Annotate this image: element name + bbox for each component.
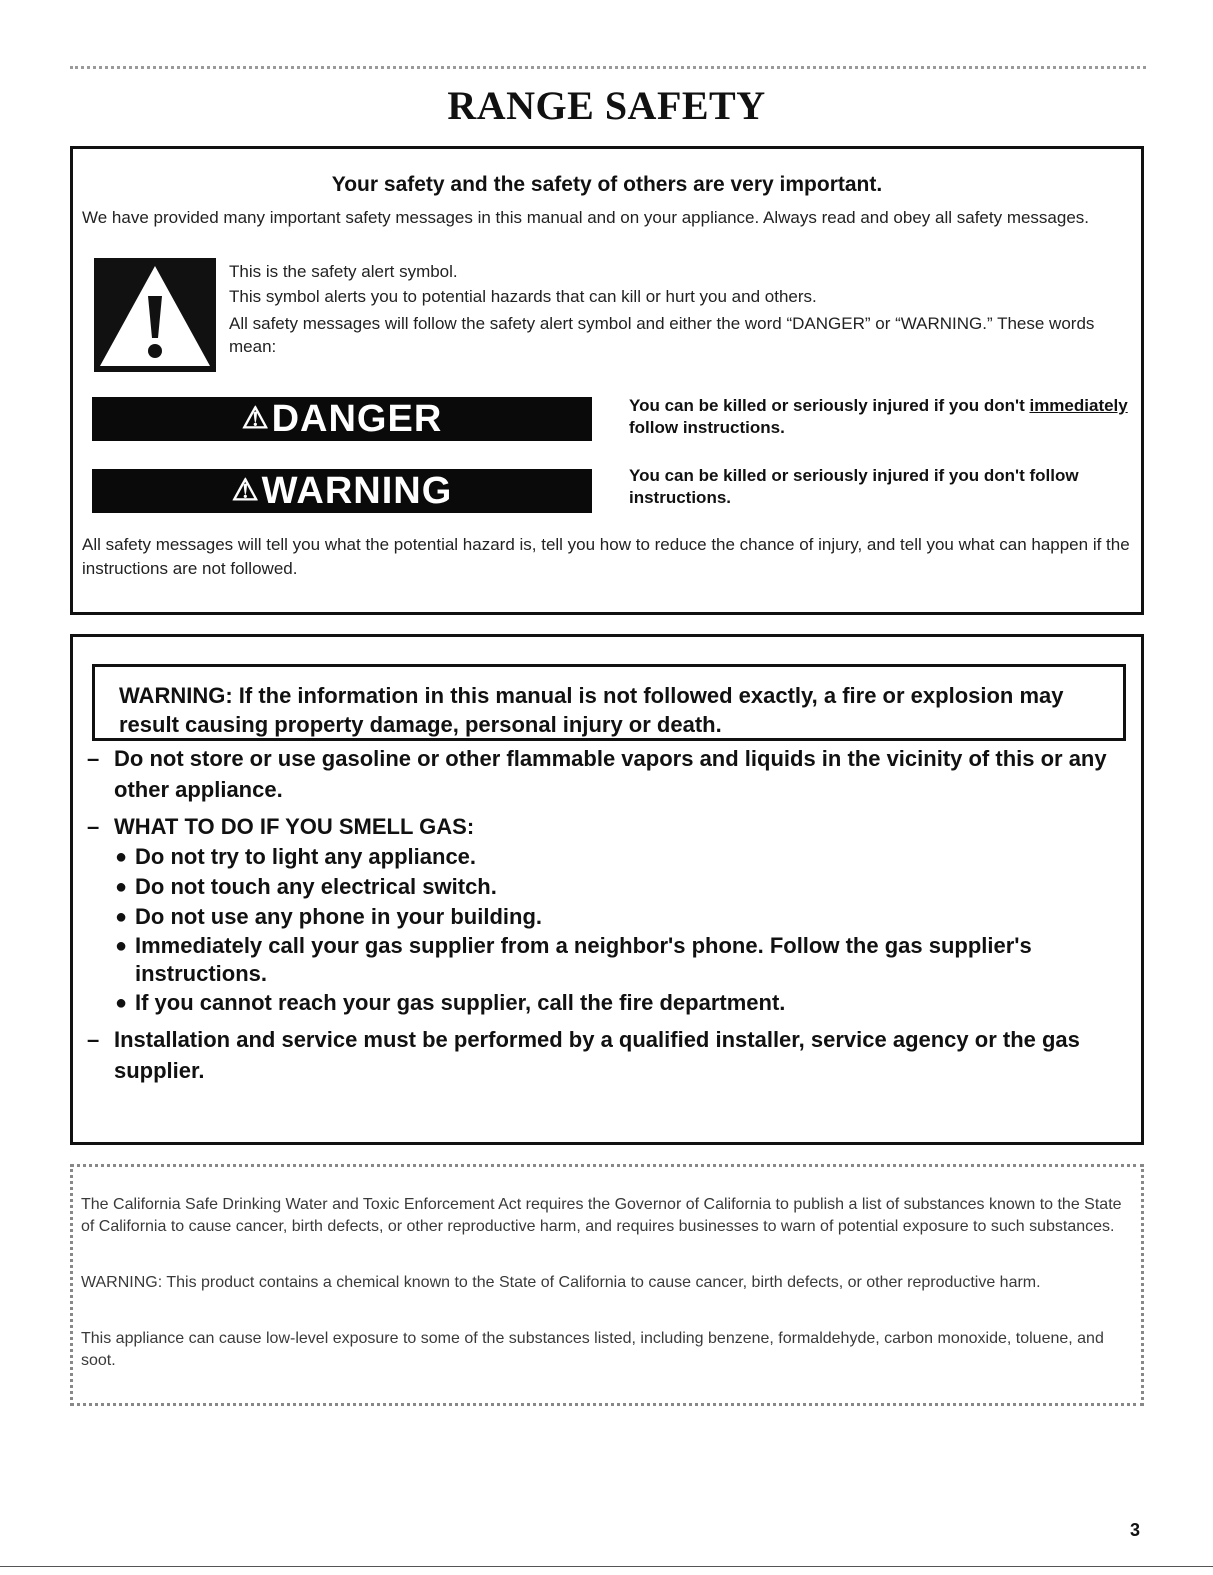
safety-alert-symbol-icon bbox=[94, 258, 216, 372]
list-item-text: Do not store or use gasoline or other flammable vapors and liquids in the vicinity of this or any other appliance. bbox=[114, 746, 1107, 802]
danger-desc-text: You can be killed or seriously injured if you don't bbox=[629, 396, 1030, 415]
warning-signal-word bbox=[92, 469, 592, 513]
safety-footer-text: All safety messages will tell you what the potential hazard is, tell you how to reduce the chance of injury, and tell you what can happen if the instructions are not followed. bbox=[82, 535, 1130, 578]
page-number: 3 bbox=[1130, 1520, 1141, 1540]
prop65-notice-box bbox=[70, 1164, 1144, 1406]
danger-signal-word bbox=[92, 397, 592, 441]
page-title: RANGE SAFETY bbox=[447, 83, 766, 128]
gas-warning-box bbox=[70, 634, 1144, 1145]
danger-desc-emphasis: immediately bbox=[1029, 396, 1128, 415]
sub-list-item-text: If you cannot reach your gas supplier, call the fire department. bbox=[135, 990, 786, 1015]
warning-triangle-icon: ⚠ bbox=[231, 474, 260, 507]
alert-line: This symbol alerts you to potential hazards that can kill or hurt you and others. bbox=[229, 287, 817, 306]
alert-line: This is the safety alert symbol. bbox=[229, 262, 458, 281]
gas-instructions-list bbox=[87, 737, 1127, 1086]
prop65-warning: WARNING: This product contains a chemical known to the State of California to cause cancer, birth defects, or other reproductive harm. bbox=[81, 1274, 1041, 1291]
alert-symbol-explanation bbox=[229, 260, 1109, 360]
bottom-rule bbox=[0, 1566, 1213, 1567]
alert-line: All safety messages will follow the safety alert symbol and either the word “DANGER” or “WARNING.” These words mean: bbox=[229, 314, 1095, 356]
warning-description: You can be killed or seriously injured if you don't follow instructions. bbox=[629, 466, 1079, 507]
fire-explosion-warning-box bbox=[92, 664, 1126, 741]
sub-list-item-text: Do not touch any electrical switch. bbox=[135, 874, 497, 899]
sub-list-item-text: Immediately call your gas supplier from a neighbor's phone. Follow the gas supplier's instructions. bbox=[135, 933, 1032, 986]
list-item-text: Installation and service must be performed by a qualified installer, service agency or the gas supplier. bbox=[114, 1027, 1080, 1083]
prop65-paragraph: The California Safe Drinking Water and Toxic Enforcement Act requires the Governor of California to publish a list of substances known to the State of California to cause cancer, birth defects, or other reproductive harm, and requires businesses to warn of potential exposure to such substances. bbox=[81, 1196, 1122, 1235]
danger-description bbox=[629, 395, 1129, 439]
sub-list-item: ● Do not use any phone in your building. bbox=[115, 904, 542, 929]
list-item: – Installation and service must be performed by a qualified installer, service agency or the gas supplier. bbox=[87, 1027, 1080, 1083]
list-item-text: WHAT TO DO IF YOU SMELL GAS: bbox=[114, 814, 475, 839]
sub-list-item: ● Immediately call your gas supplier from a neighbor's phone. Follow the gas supplier's instructions. bbox=[115, 933, 1032, 986]
safety-intro: We have provided many important safety messages in this manual and on your appliance. Always read and obey all safety messages. bbox=[82, 208, 1090, 227]
sub-list-item-text: Do not use any phone in your building. bbox=[135, 904, 542, 929]
sub-list-item: ● If you cannot reach your gas supplier, call the fire department. bbox=[115, 990, 786, 1015]
safety-heading: Your safety and the safety of others are very important. bbox=[331, 173, 883, 196]
sub-list-item-text: Do not try to light any appliance. bbox=[135, 844, 477, 869]
danger-desc-text-end: follow instructions. bbox=[629, 418, 785, 437]
top-rule bbox=[70, 66, 1146, 72]
fire-explosion-warning: WARNING: If the information in this manual is not followed exactly, a fire or explosion may result causing property damage, personal injury or death. bbox=[119, 683, 1064, 737]
prop65-paragraph: This appliance can cause low-level exposure to some of the substances listed, including benzene, formaldehyde, carbon monoxide, toluene, and soot. bbox=[81, 1330, 1104, 1369]
warning-triangle-icon: ⚠ bbox=[241, 402, 270, 435]
sub-list-item: ● Do not touch any electrical switch. bbox=[115, 874, 497, 899]
sub-list-item: ● Do not try to light any appliance. bbox=[115, 844, 477, 869]
safety-box bbox=[70, 146, 1144, 615]
warning-label: WARNING bbox=[261, 470, 453, 512]
list-item: – Do not store or use gasoline or other flammable vapors and liquids in the vicinity of this or any other appliance. bbox=[87, 746, 1107, 802]
danger-label: DANGER bbox=[271, 398, 443, 440]
list-item: – WHAT TO DO IF YOU SMELL GAS: bbox=[87, 814, 475, 839]
